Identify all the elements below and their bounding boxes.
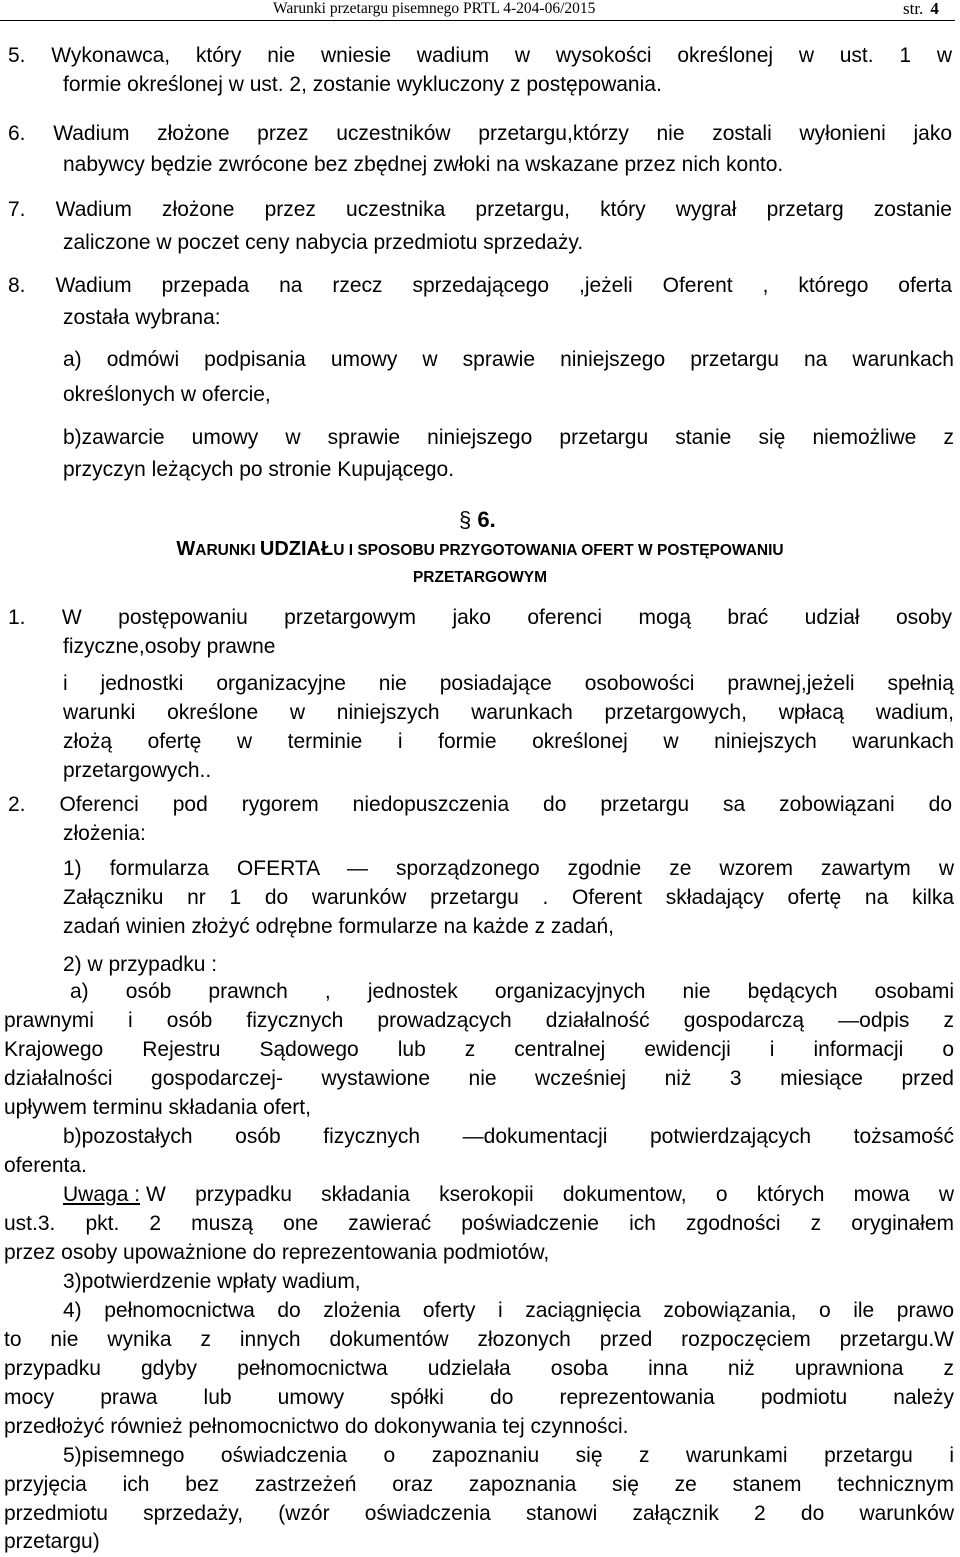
- note-label: Uwaga :: [63, 1183, 141, 1206]
- section-number-text: 6.: [477, 507, 496, 532]
- section-title-initial-udzial: UDZIAŁ: [259, 538, 334, 560]
- para-8-item-b-line-2: przyczyn leżących po stronie Kupującego.: [63, 458, 455, 481]
- clause-2-item-4-line-2: to nie wynika z innych dokumentów złozonych przed rozpoczęciem przetargu.W: [4, 1328, 954, 1351]
- para-5-line-1: 5. Wykonawca, który nie wniesie wadium w wysokości określonej w ust. 1 w: [8, 44, 952, 67]
- note-line-2: ust.3. pkt. 2 muszą one zawierać poświadczenie ich zgodności z oryginałem: [4, 1212, 954, 1235]
- section-title-part-2: U I SPOSOBU PRZYGOTOWANIA OFERT W POSTĘPOWANIU: [333, 542, 784, 559]
- note-line-3: przez osoby upoważnione do reprezentowania podmiotów,: [4, 1241, 550, 1264]
- page-header: [0, 0, 955, 21]
- clause-1-line-2: fizyczne,osoby prawne: [63, 635, 276, 658]
- para-8-item-a-line-2: określonych w ofercie,: [63, 383, 271, 406]
- clause-1-line-4: warunki określone w niniejszych warunkach przetargowych, wpłacą wadium,: [63, 701, 954, 724]
- clause-2-item-4-line-3: przypadku gdyby pełnomocnictwa udzielała osoba inna niż uprawniona z: [4, 1357, 954, 1380]
- clause-2-item-5-line-4: przetargu): [4, 1530, 100, 1553]
- clause-2-item-4-line-1: 4) pełnomocnictwa do zlożenia oferty i zaciągnięcia zobowiązania, o ile prawo: [63, 1299, 954, 1322]
- clause-2-item-2a-line-2: prawnymi i osób fizycznych prowadzących działalność gospodarczą —odpis z: [4, 1009, 954, 1032]
- clause-2-item-1-line-1: 1) formularza OFERTA — sporządzonego zgodnie ze wzorem zawartym w: [63, 857, 954, 880]
- para-6-line-1: 6. Wadium złożone przez uczestników przetargu,którzy nie zostali wyłonieni jako: [8, 122, 952, 145]
- clause-1-line-5: złożą ofertę w terminie i formie określonej w niniejszych warunkach: [63, 730, 954, 753]
- para-8-item-b-line-1: b)zawarcie umowy w sprawie niniejszego przetargu stanie się niemożliwe z: [63, 426, 954, 449]
- section-title: [0, 537, 960, 563]
- clause-2-item-2b-line-1: b)pozostałych osób fizycznych —dokumentacji potwierdzających tożsamość: [63, 1125, 954, 1148]
- clause-2-line-2: złożenia:: [63, 822, 146, 845]
- para-5-line-2: formie określonej w ust. 2, zostanie wykluczony z postępowania.: [63, 73, 662, 96]
- para-7-line-1: 7. Wadium złożone przez uczestnika przetargu, który wygrał przetarg zostanie: [8, 198, 952, 221]
- section-symbol: §: [459, 507, 472, 532]
- header-title: Warunki przetargu pisemnego PRTL 4-204-06/2015: [273, 0, 596, 17]
- section-number: [459, 506, 496, 534]
- para-8-line-2: została wybrana:: [63, 306, 221, 329]
- note-line-1: [63, 1181, 954, 1209]
- page-prefix: str.: [903, 0, 924, 18]
- header-page: [903, 0, 939, 19]
- para-7-line-2: zaliczone w poczet ceny nabycia przedmiotu sprzedaży.: [63, 231, 584, 254]
- clause-2-item-2a-line-4: działalności gospodarczej- wystawione nie wcześniej niż 3 miesiące przed: [4, 1067, 954, 1090]
- section-title-initial-w: W: [176, 538, 196, 560]
- clause-1-line-1: 1. W postępowaniu przetargowym jako oferenci mogą brać udział osoby: [8, 606, 952, 629]
- clause-2-item-3: 3)potwierdzenie wpłaty wadium,: [63, 1270, 361, 1293]
- section-title-part-1: ARUNKI: [195, 542, 260, 559]
- note-text: W przypadku składania kserokopii dokumentow, o których mowa w: [146, 1183, 954, 1206]
- clause-2-item-5-line-1: 5)pisemnego oświadczenia o zapoznaniu się z warunkami przetargu i: [63, 1444, 954, 1467]
- clause-1-line-3: i jednostki organizacyjne nie posiadające osobowości prawnej,jeżeli spełnią: [63, 672, 954, 695]
- clause-2-item-5-line-3: przedmiotu sprzedaży, (wzór oświadczenia stanowi załącznik 2 do warunków: [4, 1502, 954, 1525]
- clause-2-item-4-line-4: mocy prawa lub umowy spółki do reprezentowania podmiotu należy: [4, 1386, 954, 1409]
- clause-1-line-6: przetargowych..: [63, 759, 212, 782]
- clause-2-item-5-line-2: przyjęcia ich bez zastrzeżeń oraz zapoznania się ze stanem technicznym: [4, 1473, 954, 1496]
- clause-2-item-1-line-3: zadań winien złożyć odrębne formularze na każde z zadań,: [63, 915, 614, 938]
- section-title-line-2: PRZETARGOWYM: [412, 569, 548, 586]
- clause-2-item-2a-line-1: a) osób prawnch , jednostek organizacyjnych nie będących osobami: [70, 980, 954, 1003]
- para-8-item-a-line-1: a) odmówi podpisania umowy w sprawie niniejszego przetargu na warunkach: [63, 348, 954, 371]
- clause-2-item-4-line-5: przedłożyć również pełnomocnictwo do dokonywania tej czynności.: [4, 1415, 629, 1438]
- clause-2-line-1: 2. Oferenci pod rygorem niedopuszczenia do przetargu sa zobowiązani do: [8, 793, 952, 816]
- clause-2-item-2-label: 2) w przypadku :: [63, 953, 218, 976]
- clause-2-item-2b-line-2: oferenta.: [4, 1154, 87, 1177]
- clause-2-item-2a-line-5: upływem terminu składania ofert,: [4, 1096, 311, 1119]
- clause-2-item-1-line-2: Załączniku nr 1 do warunków przetargu . Oferent składający ofertę na kilka: [63, 886, 954, 909]
- para-6-line-2: nabywcy będzie zwrócone bez zbędnej zwłoki na wskazane przez nich konto.: [63, 153, 784, 176]
- para-8-line-1: 8. Wadium przepada na rzecz sprzedającego ,jeżeli Oferent , którego oferta: [8, 274, 952, 297]
- page-number: 4: [930, 0, 939, 18]
- clause-2-item-2a-line-3: Krajowego Rejestru Sądowego lub z centralnej ewidencji i informacji o: [4, 1038, 954, 1061]
